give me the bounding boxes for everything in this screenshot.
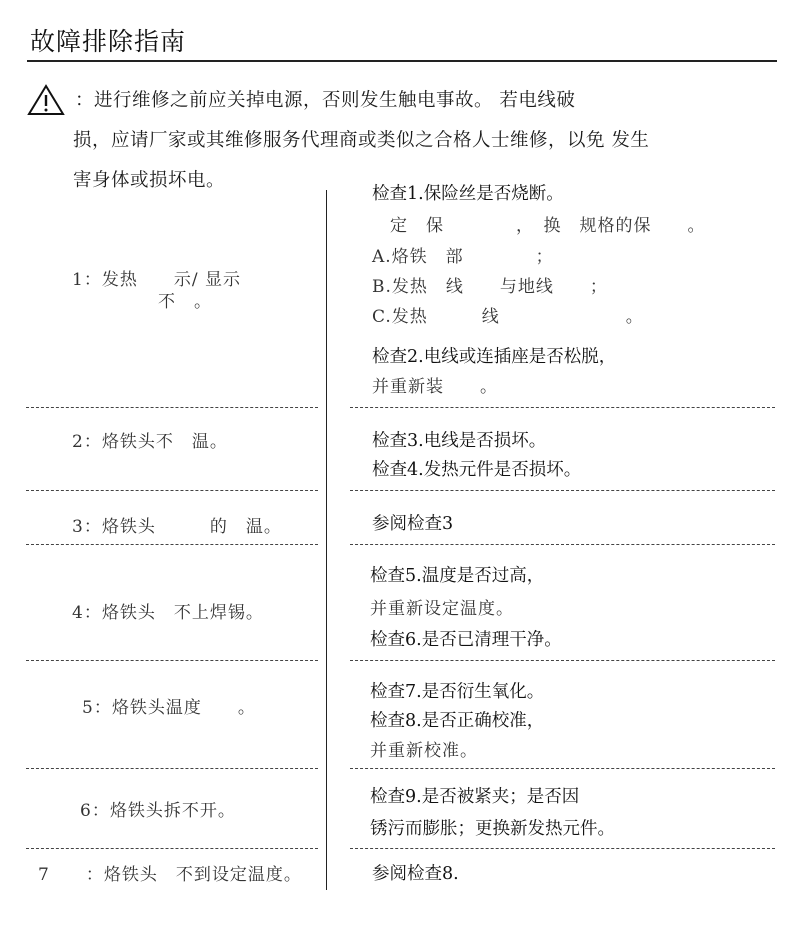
check-2: 检查2.电线或连插座是否松脱， <box>372 347 617 367</box>
check-7: 检查7.是否衍生氧化。 <box>370 682 545 702</box>
symptom-7: 7 ：烙铁头 不到设定温度。 <box>38 865 302 885</box>
check-5-detail: 并重新设定温度。 <box>370 599 514 619</box>
row-separator <box>350 544 775 545</box>
page-title: 故障排除指南 <box>30 27 187 56</box>
column-divider <box>326 190 327 890</box>
row-separator <box>26 660 318 661</box>
row-separator <box>350 848 775 849</box>
check-ref-8: 参阅检查8. <box>372 864 459 884</box>
symptom-2: 2：烙铁头不 温。 <box>72 432 228 452</box>
check-1-detail: 定 保 ， 换 规格的保 。 <box>372 216 706 236</box>
check-9: 检查9.是否被紧夹；是否因 <box>370 787 580 807</box>
title-underline <box>27 60 777 62</box>
row-separator <box>26 490 318 491</box>
symptom-1-line-2: 不 。 <box>158 292 212 312</box>
warning-line-1: ：进行维修之前应关掉电源，否则发生触电事故。 若电线破 <box>75 90 576 111</box>
warning-line-2: 损，应请厂家或其维修服务代理商或类似之合格人士维修，以免 发生 <box>73 130 650 151</box>
symptom-5: 5：烙铁头温度 。 <box>82 698 256 718</box>
row-separator <box>26 848 318 849</box>
check-5: 检查5.温度是否过高， <box>370 566 545 586</box>
row-separator <box>350 660 775 661</box>
check-6: 检查6.是否已清理干净。 <box>370 630 562 650</box>
row-separator <box>350 407 775 408</box>
check-2-detail: 并重新装 。 <box>372 377 498 397</box>
check-9-detail: 锈污而膨胀；更换新发热元件。 <box>370 819 615 839</box>
check-ref-3: 参阅检查3 <box>372 514 454 534</box>
warning-line-3: 害身体或损坏电。 <box>73 170 226 191</box>
check-4: 检查4.发热元件是否损坏。 <box>372 460 582 480</box>
check-1-item-c: C.发热 线 。 <box>372 307 644 327</box>
symptom-4: 4：烙铁头 不上焊锡。 <box>72 603 264 623</box>
symptom-1-line-1: 1：发热 示/ 显示 <box>72 270 241 290</box>
row-separator <box>350 490 775 491</box>
safety-warning <box>75 81 775 121</box>
check-1-item-b: B.发热 线 与地线 ； <box>372 277 608 297</box>
row-separator <box>26 544 318 545</box>
warning-triangle-icon <box>27 84 65 116</box>
row-separator <box>350 768 775 769</box>
check-1-item-a: A.烙铁 部 ； <box>372 247 554 267</box>
row-separator <box>26 407 318 408</box>
check-8: 检查8.是否正确校准， <box>370 711 545 731</box>
check-8-detail: 并重新校准。 <box>370 741 478 761</box>
check-3: 检查3.电线是否损坏。 <box>372 431 547 451</box>
check-1: 检查1.保险丝是否烧断。 <box>372 184 564 204</box>
symptom-6: 6：烙铁头拆不开。 <box>80 801 236 821</box>
row-separator <box>26 768 318 769</box>
symptom-3: 3：烙铁头 的 温。 <box>72 517 282 537</box>
